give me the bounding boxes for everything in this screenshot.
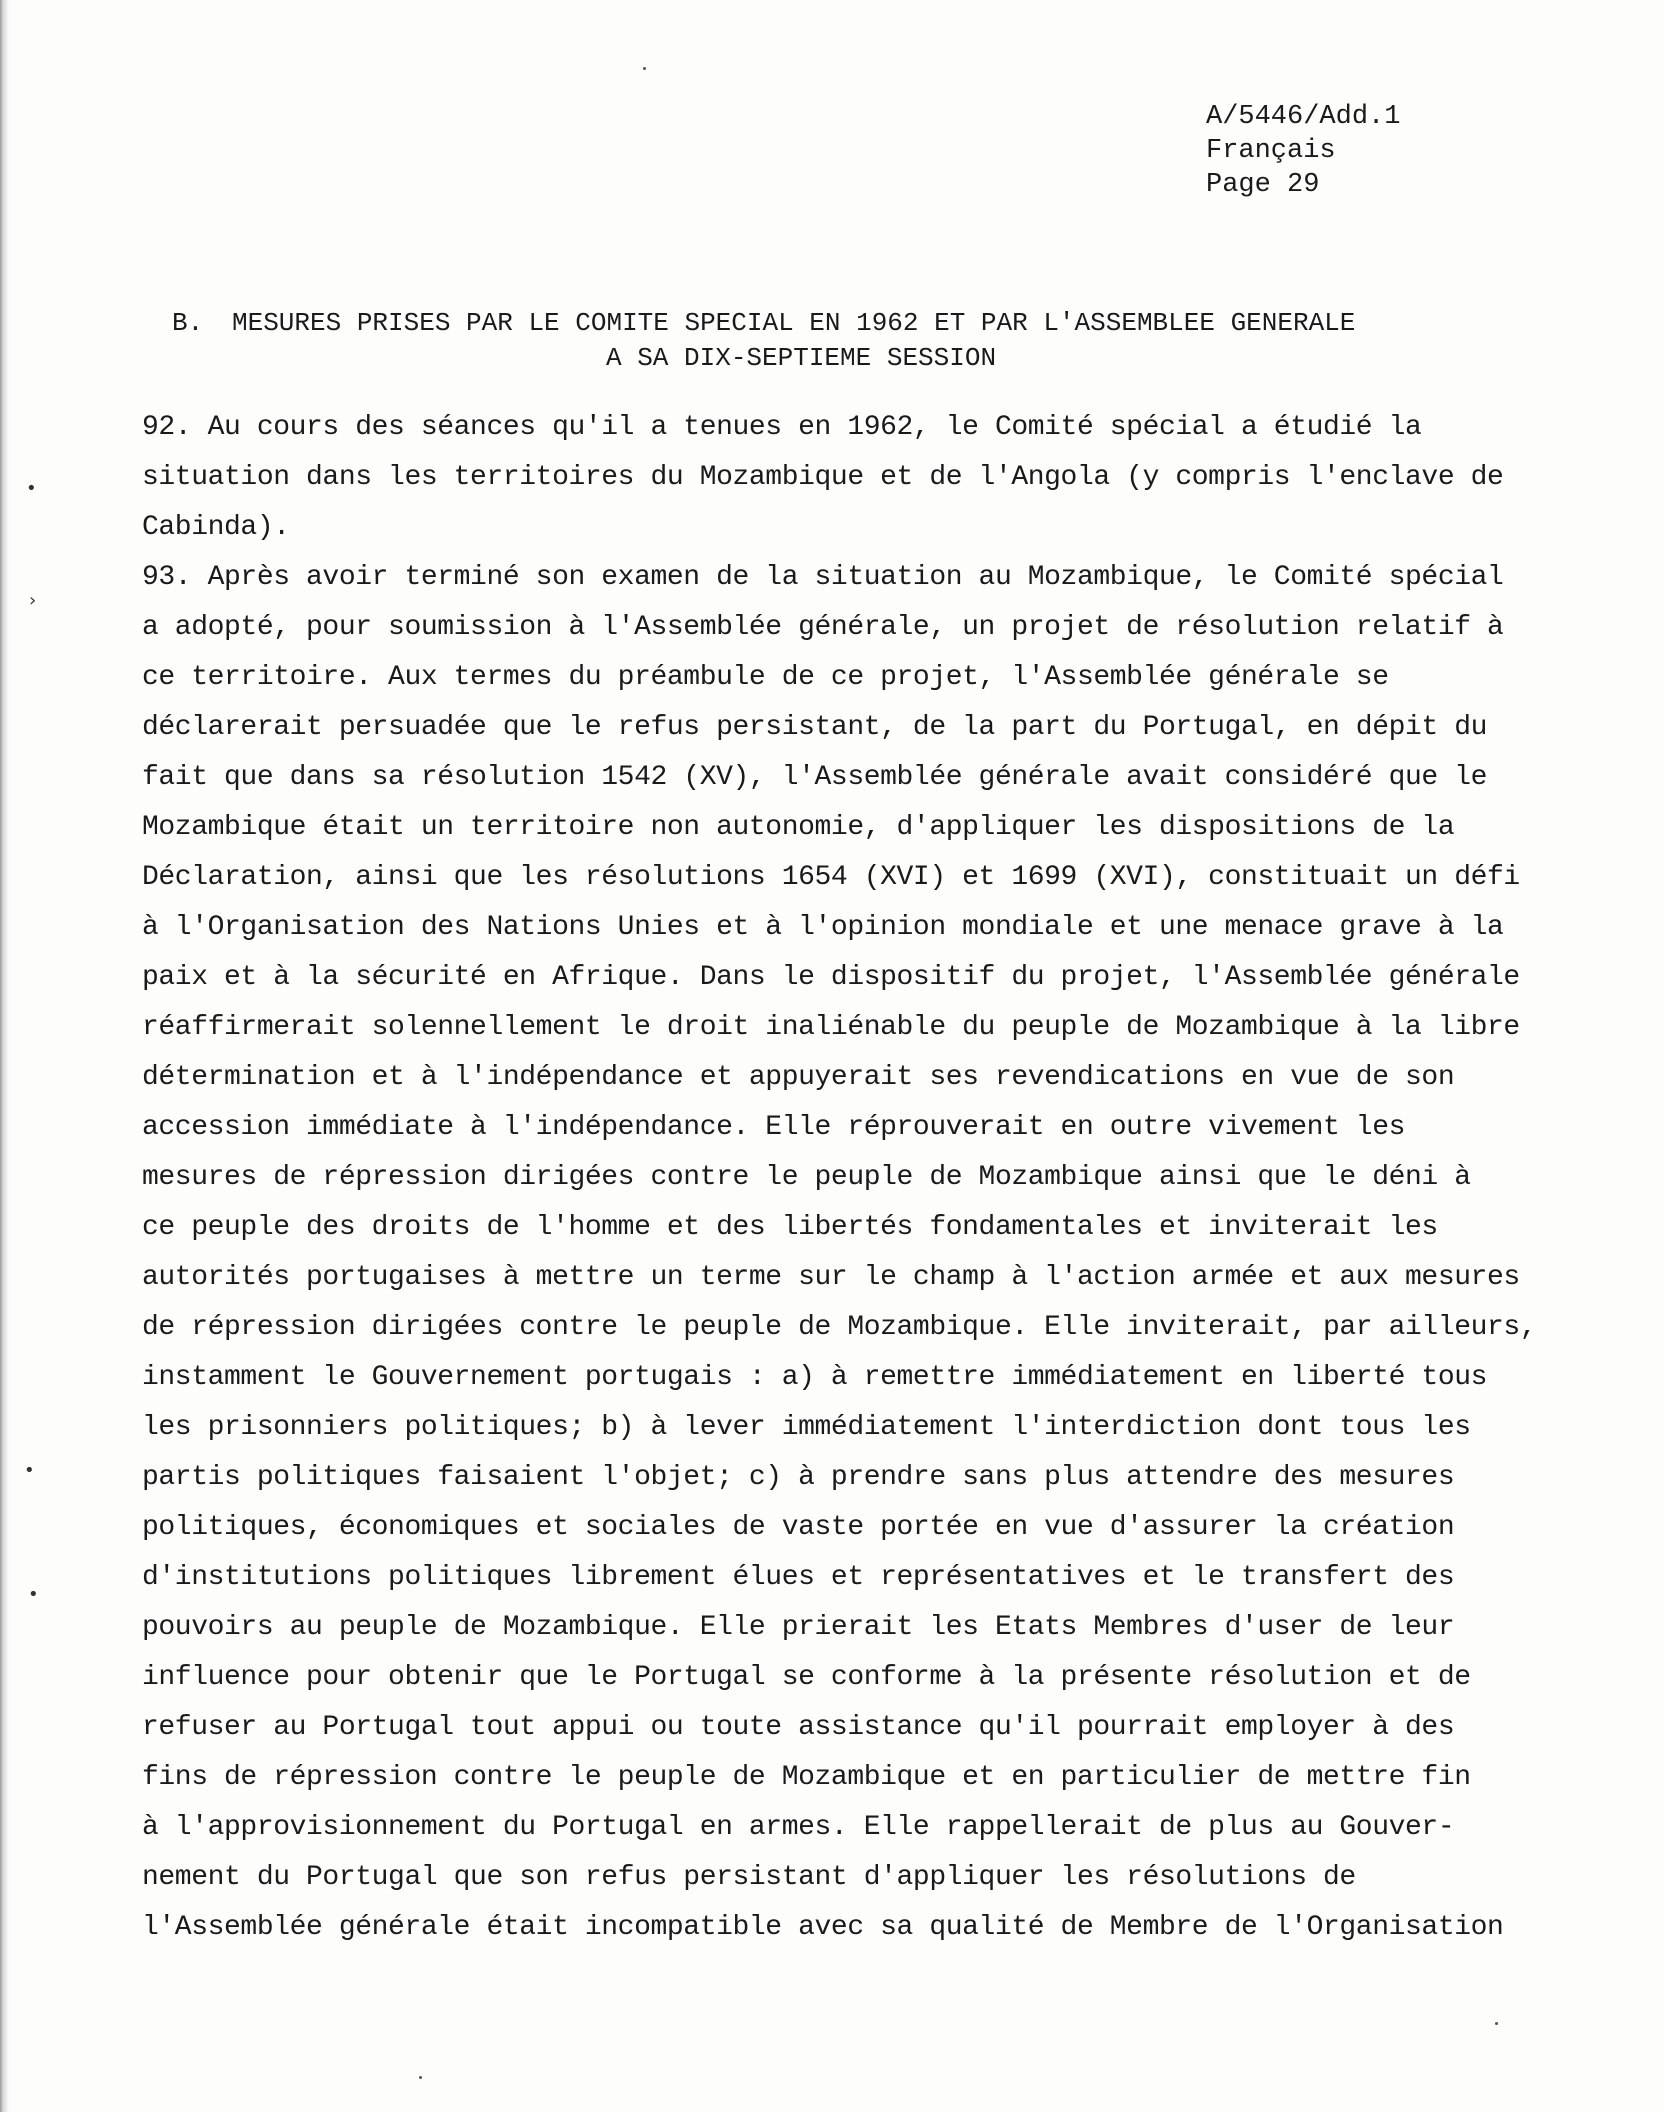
text-line: autorités portugaises à mettre un terme sur le champ à l'action armée et aux mesures	[142, 1262, 1520, 1293]
margin-mark: •	[26, 478, 37, 499]
text-line: mesures de répression dirigées contre le peuple de Mozambique ainsi que le déni à	[142, 1162, 1471, 1193]
margin-mark: ›	[29, 590, 37, 611]
text-line: réaffirmerait solennellement le droit inaliénable du peuple de Mozambique à la libre	[142, 1012, 1520, 1043]
text-line: influence pour obtenir que le Portugal se conforme à la présente résolution et de	[142, 1662, 1471, 1693]
scan-speck	[1495, 2022, 1498, 2025]
text-line: fait que dans sa résolution 1542 (XV), l'Assemblée générale avait considéré que le	[142, 762, 1488, 793]
section-letter: B.	[172, 308, 204, 338]
section-title-line-2: A SA DIX-SEPTIEME SESSION	[606, 343, 997, 373]
document-symbol: A/5446/Add.1	[1206, 102, 1401, 132]
page-number: Page 29	[1206, 170, 1320, 200]
text-line: Mozambique était un territoire non autonomie, d'appliquer les dispositions de la	[142, 812, 1455, 843]
document-header	[1206, 100, 1400, 202]
text-line: pouvoirs au peuple de Mozambique. Elle prierait les Etats Membres d'user de leur	[142, 1612, 1455, 1643]
text-line: situation dans les territoires du Mozambique et de l'Angola (y compris l'enclave de	[142, 462, 1504, 493]
text-line: Cabinda).	[142, 512, 290, 543]
text-line: paix et à la sécurité en Afrique. Dans le dispositif du projet, l'Assemblée générale	[142, 962, 1520, 993]
text-line: nement du Portugal que son refus persistant d'appliquer les résolutions de	[142, 1862, 1356, 1893]
text-line: politiques, économiques et sociales de vaste portée en vue d'assurer la création	[142, 1512, 1455, 1543]
scan-edge-shadow	[0, 0, 10, 2112]
text-line: partis politiques faisaient l'objet; c) à prendre sans plus attendre des mesures	[142, 1462, 1455, 1493]
text-line: a adopté, pour soumission à l'Assemblée générale, un projet de résolution relatif à	[142, 612, 1504, 643]
text-line: détermination et à l'indépendance et appuyerait ses revendications en vue de son	[142, 1062, 1455, 1093]
text-line: à l'Organisation des Nations Unies et à l'opinion mondiale et une menace grave à la	[142, 912, 1504, 943]
scan-speck	[419, 2076, 422, 2079]
text-line: instamment le Gouvernement portugais : a) à remettre immédiatement en liberté tous	[142, 1362, 1488, 1393]
document-language: Français	[1206, 136, 1336, 166]
text-line: 93. Après avoir terminé son examen de la situation au Mozambique, le Comité spécial	[142, 562, 1504, 593]
body-text	[142, 403, 1562, 1953]
text-line: accession immédiate à l'indépendance. Elle réprouverait en outre vivement les	[142, 1112, 1406, 1143]
text-line: les prisonniers politiques; b) à lever immédiatement l'interdiction dont tous les	[142, 1412, 1471, 1443]
text-line: de répression dirigées contre le peuple de Mozambique. Elle inviterait, par ailleurs,	[142, 1312, 1537, 1343]
text-line: fins de répression contre le peuple de Mozambique et en particulier de mettre fin	[142, 1762, 1471, 1793]
text-line: d'institutions politiques librement élues et représentatives et le transfert des	[142, 1562, 1455, 1593]
margin-mark: •	[24, 1460, 35, 1481]
text-line: refuser au Portugal tout appui ou toute assistance qu'il pourrait employer à des	[142, 1712, 1455, 1743]
text-line: l'Assemblée générale était incompatible avec sa qualité de Membre de l'Organisation	[142, 1912, 1504, 1943]
text-line: à l'approvisionnement du Portugal en armes. Elle rappellerait de plus au Gouver-	[142, 1812, 1455, 1843]
section-title-line-1: MESURES PRISES PAR LE COMITE SPECIAL EN 1962 ET PAR L'ASSEMBLEE GENERALE	[232, 308, 1356, 338]
text-line: 92. Au cours des séances qu'il a tenues en 1962, le Comité spécial a étudié la	[142, 412, 1422, 443]
text-line: ce peuple des droits de l'homme et des libertés fondamentales et inviterait les	[142, 1212, 1438, 1243]
text-line: Déclaration, ainsi que les résolutions 1654 (XVI) et 1699 (XVI), constituait un défi	[142, 862, 1520, 893]
text-line: déclarerait persuadée que le refus persistant, de la part du Portugal, en dépit du	[142, 712, 1488, 743]
scan-speck	[643, 67, 646, 70]
text-line: ce territoire. Aux termes du préambule de ce projet, l'Assemblée générale se	[142, 662, 1389, 693]
margin-mark: •	[28, 1584, 39, 1605]
section-heading	[172, 306, 1462, 376]
